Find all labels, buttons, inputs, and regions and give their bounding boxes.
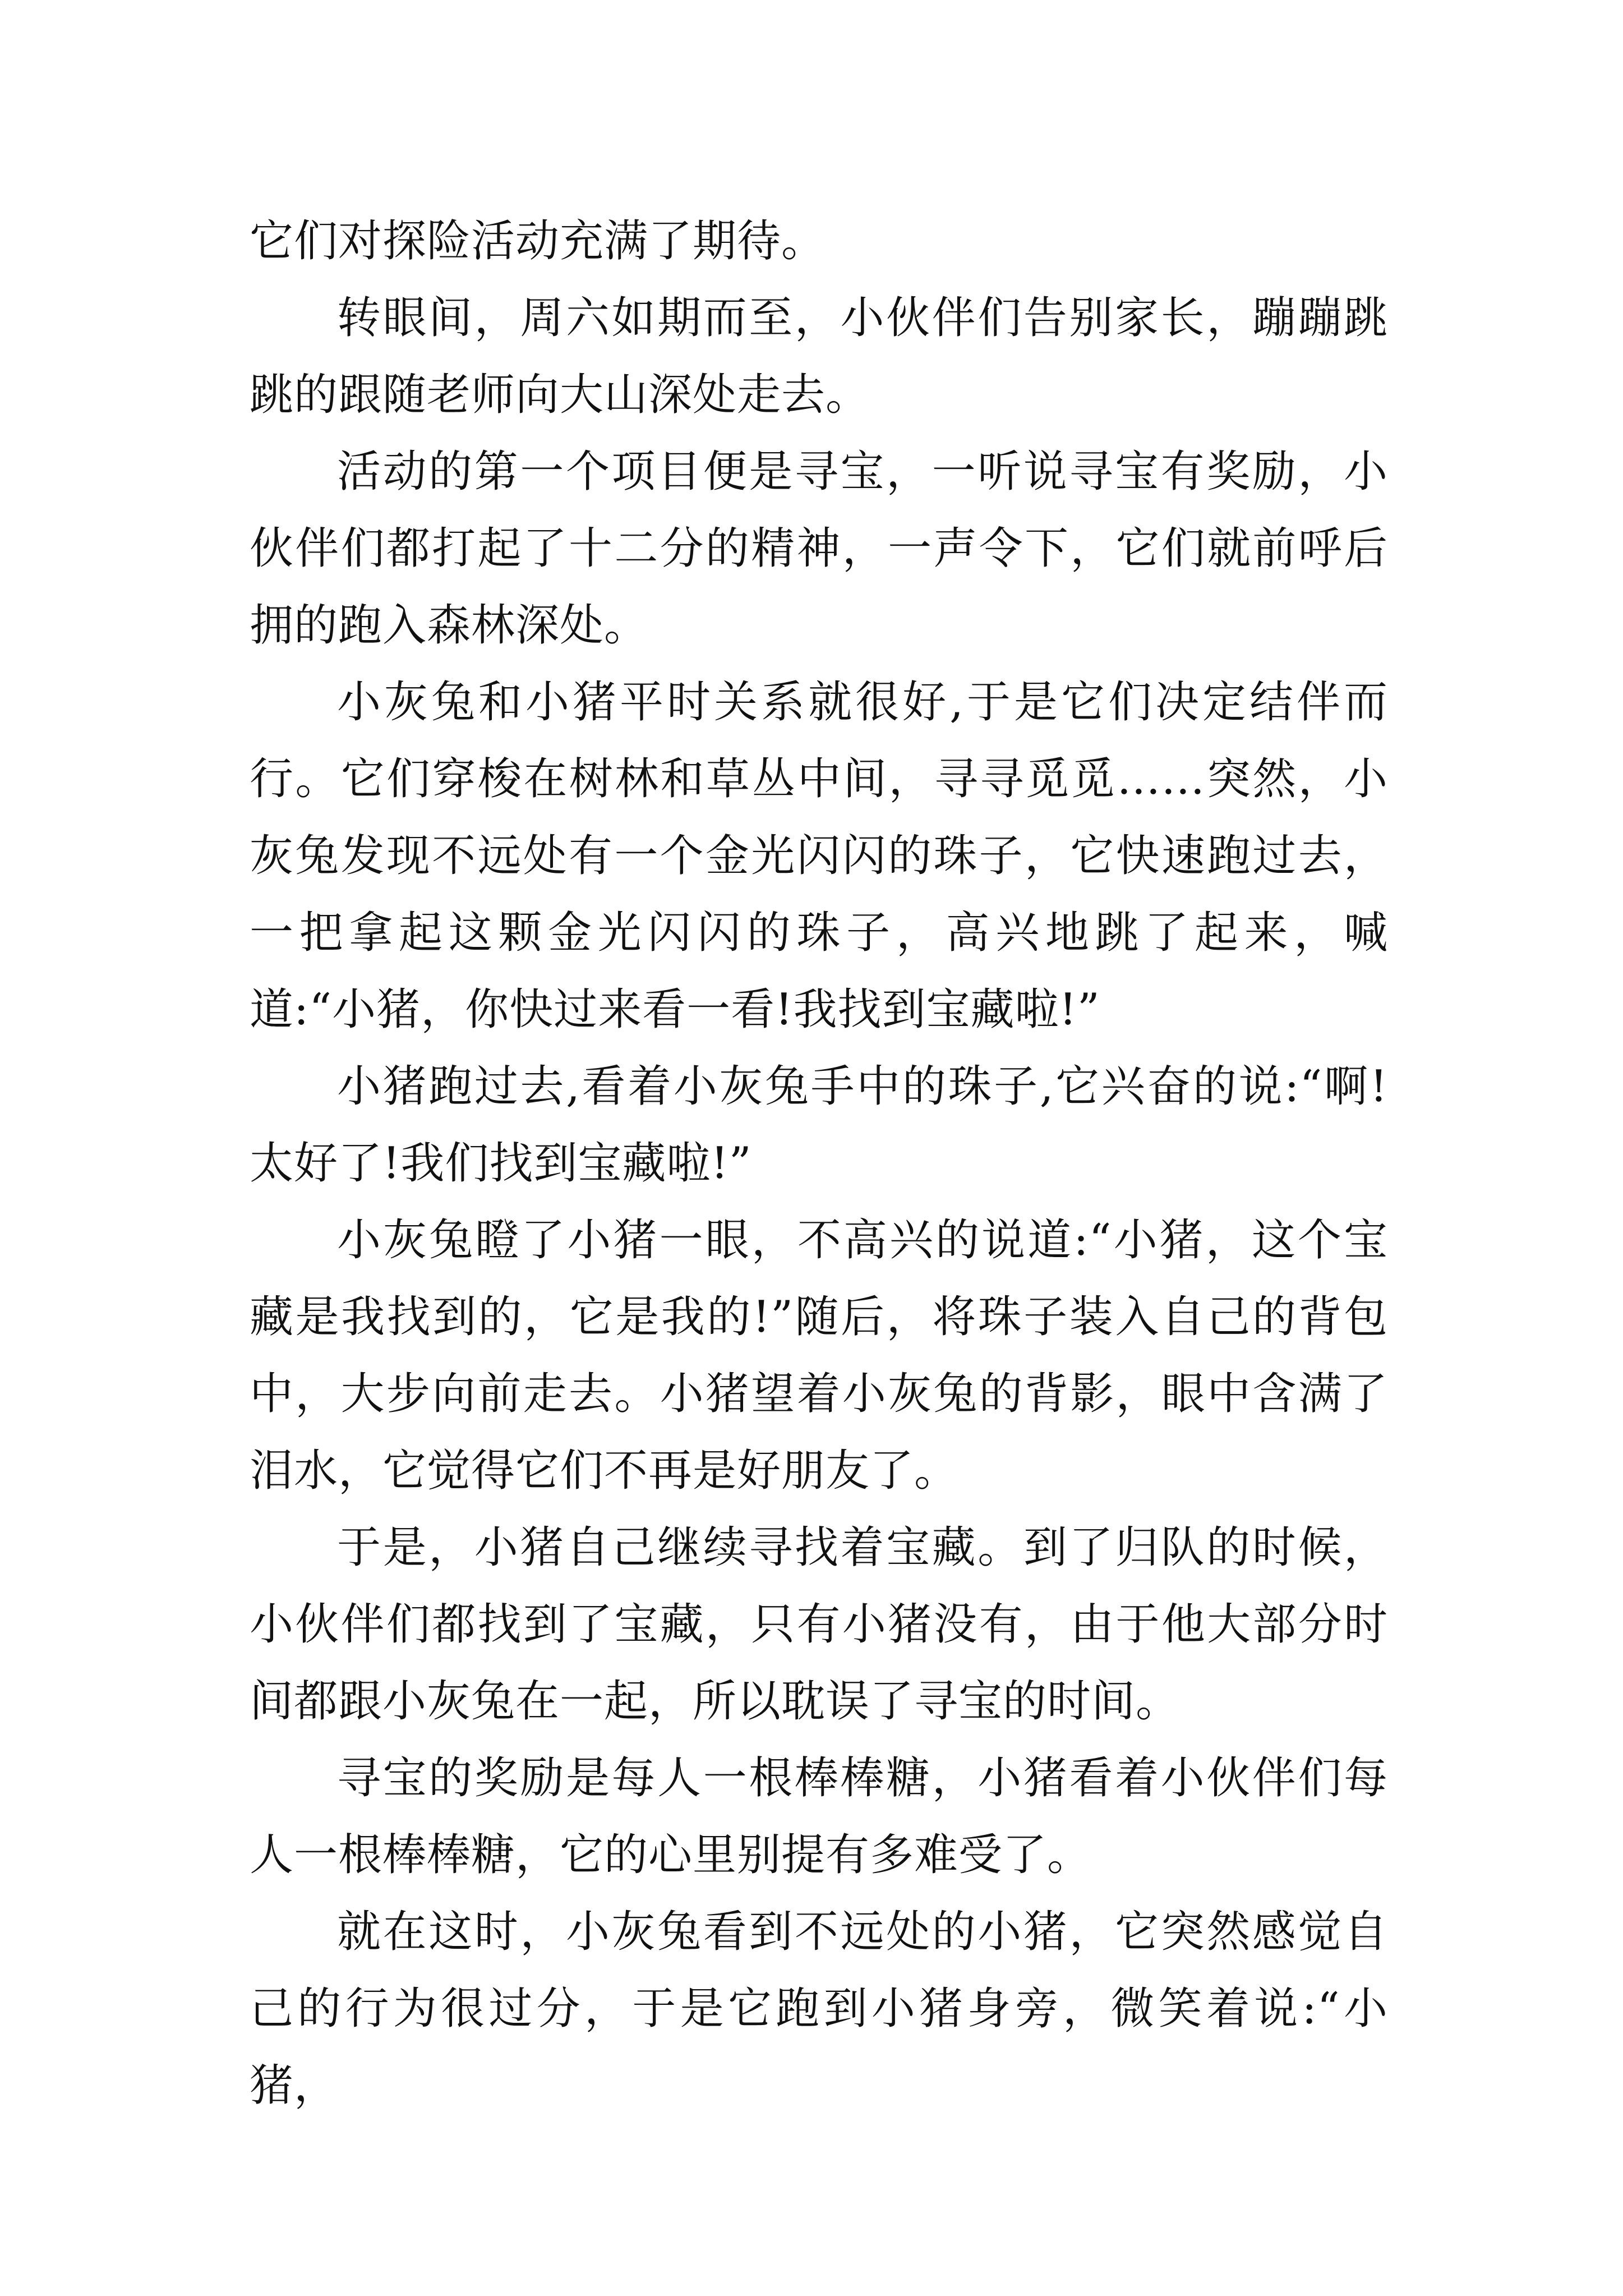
paragraph-3: 活动的第一个项目便是寻宝，一听说寻宝有奖励，小伙伴们都打起了十二分的精神，一声令下，它们就前呼后拥的跑入森林深处。 [250,447,1388,651]
paragraph-9: 就在这时，小灰兔看到不远处的小猪，它突然感觉自己的行为很过分，于是它跑到小猪身旁，微笑着说:“小猪， [250,1907,1388,2111]
paragraph-1: 它们对探险活动充满了期待。 [250,216,826,266]
paragraph-4: 小灰兔和小猪平时关系就很好,于是它们决定结伴而行。它们穿梭在树林和草丛中间，寻寻觅觅……突然，小灰兔发现不远处有一个金光闪闪的珠子，它快速跑过去，一把拿起这颗金光闪闪的珠子，高兴地跳了起来，喊道:“小猪，你快过来看一看!我找到宝藏啦!” [250,677,1388,1035]
story-text [250,203,1388,2124]
paragraph-6: 小灰兔瞪了小猪一眼，不高兴的说道:“小猪，这个宝藏是我找到的，它是我的!”随后，将珠子装入自己的背包中，大步向前走去。小猪望着小灰兔的背影，眼中含满了泪水，它觉得它们不再是好朋友了。 [250,1215,1388,1496]
paragraph-2: 转眼间，周六如期而至，小伙伴们告别家长，蹦蹦跳跳的跟随老师向大山深处走去。 [250,293,1388,420]
paragraph-8: 寻宝的奖励是每人一根棒棒糖，小猪看着小伙伴们每人一根棒棒糖，它的心里别提有多难受了。 [250,1753,1388,1880]
paragraph-7: 于是，小猪自己继续寻找着宝藏。到了归队的时候，小伙伴们都找到了宝藏，只有小猪没有，由于他大部分时间都跟小灰兔在一起，所以耽误了寻宝的时间。 [250,1522,1388,1727]
paragraph-5: 小猪跑过去,看着小灰兔手中的珠子,它兴奋的说:“啊!太好了!我们找到宝藏啦!” [250,1061,1388,1189]
